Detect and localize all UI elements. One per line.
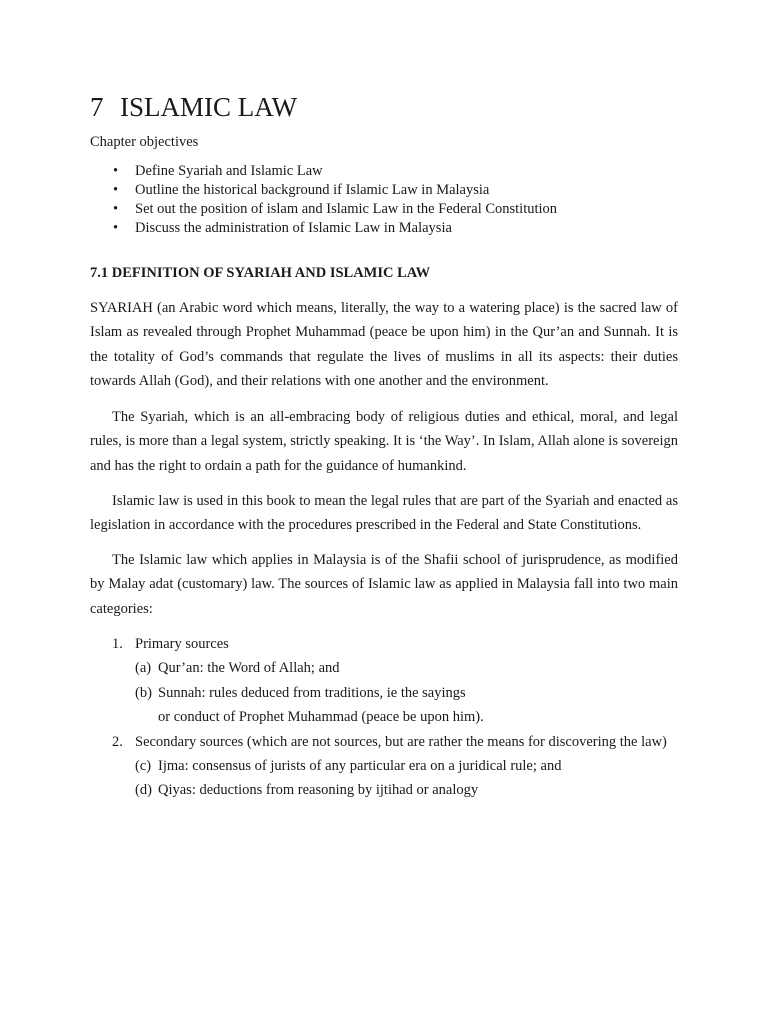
sub-item-text: Qur’an: the Word of Allah; and: [158, 660, 340, 677]
source-label: Secondary sources (which are not sources, but are rather the means for discovering the law): [135, 733, 667, 750]
paragraph-syariah-way: The Syariah, which is an all-embracing body of religious duties and ethical, moral, and legal rules, is more than a legal system, strictly speaking. It is ‘the Way’. In Islam, Allah alone is sovereign and has the right to ordain a path for the guidance of humankind.: [90, 409, 678, 474]
source-sub-list: [135, 656, 678, 729]
source-sub-list: [135, 754, 678, 803]
objective-text: Outline the historical background if Islamic Law in Malaysia: [135, 182, 490, 198]
sub-item-letter: (d): [135, 782, 152, 799]
source-sub-item: [135, 778, 678, 802]
sub-item-text: Qiyas: deductions from reasoning by ijtihad or analogy: [158, 782, 479, 799]
bullet-icon: •: [113, 163, 119, 179]
chapter-title: [90, 92, 297, 123]
bullet-icon: •: [113, 182, 119, 198]
objectives-list: [90, 162, 678, 238]
sub-item-text-continued: or conduct of Prophet Muhammad (peace be upon him).: [158, 709, 484, 726]
source-sub-item: [135, 656, 678, 680]
chapter-title-text: ISLAMIC LAW: [120, 92, 298, 122]
chapter-number: 7: [90, 92, 104, 122]
objective-text: Discuss the administration of Islamic Law in Malaysia: [135, 220, 452, 236]
sub-item-letter: (c): [135, 758, 152, 775]
sub-item-letter: (a): [135, 660, 152, 677]
sub-item-text: Ijma: consensus of jurists of any particular era on a juridical rule; and: [158, 758, 562, 775]
objective-item: [90, 162, 678, 181]
source-category: [90, 632, 678, 730]
section-heading: 7.1 DEFINITION OF SYARIAH AND ISLAMIC LAW: [90, 265, 431, 281]
bullet-icon: •: [113, 220, 119, 236]
source-sub-item: [135, 754, 678, 778]
source-label: Primary sources: [135, 636, 229, 652]
objective-item: [90, 219, 678, 238]
paragraph-syariah-definition: SYARIAH (an Arabic word which means, literally, the way to a watering place) is the sacred law of Islam as revealed through Prophet Muhammad (peace be upon him) in the Qur’an and Sunnah. It is the totality of God’s commands that regulate the lives of muslims in all its aspects: their duties towards Allah (God), and their relations with one another and the environment.: [90, 300, 678, 390]
source-number: 2.: [112, 733, 123, 750]
source-category: [90, 730, 678, 803]
paragraph-islamic-law-usage: Islamic law is used in this book to mean the legal rules that are part of the Syariah and enacted as legislation in accordance with the procedures prescribed in the Federal and State Constitutions.: [90, 493, 678, 534]
objectives-heading: Chapter objectives: [90, 134, 199, 150]
paragraph-shafii-school: The Islamic law which applies in Malaysia is of the Shafii school of jurisprudence, as modified by Malay adat (customary) law. The sources of Islamic law as applied in Malaysia fall into two main categories:: [90, 552, 678, 617]
sources-list: [90, 632, 678, 803]
sub-item-letter: (b): [135, 684, 152, 701]
objective-text: Define Syariah and Islamic Law: [135, 163, 323, 179]
source-sub-item: [135, 681, 678, 730]
objective-text: Set out the position of islam and Islamic Law in the Federal Constitution: [135, 201, 558, 217]
sub-item-text: Sunnah: rules deduced from traditions, ie the sayings: [158, 684, 466, 701]
objective-item: [90, 181, 678, 200]
source-number: 1.: [112, 636, 123, 652]
objective-item: [90, 200, 678, 219]
bullet-icon: •: [113, 201, 119, 217]
